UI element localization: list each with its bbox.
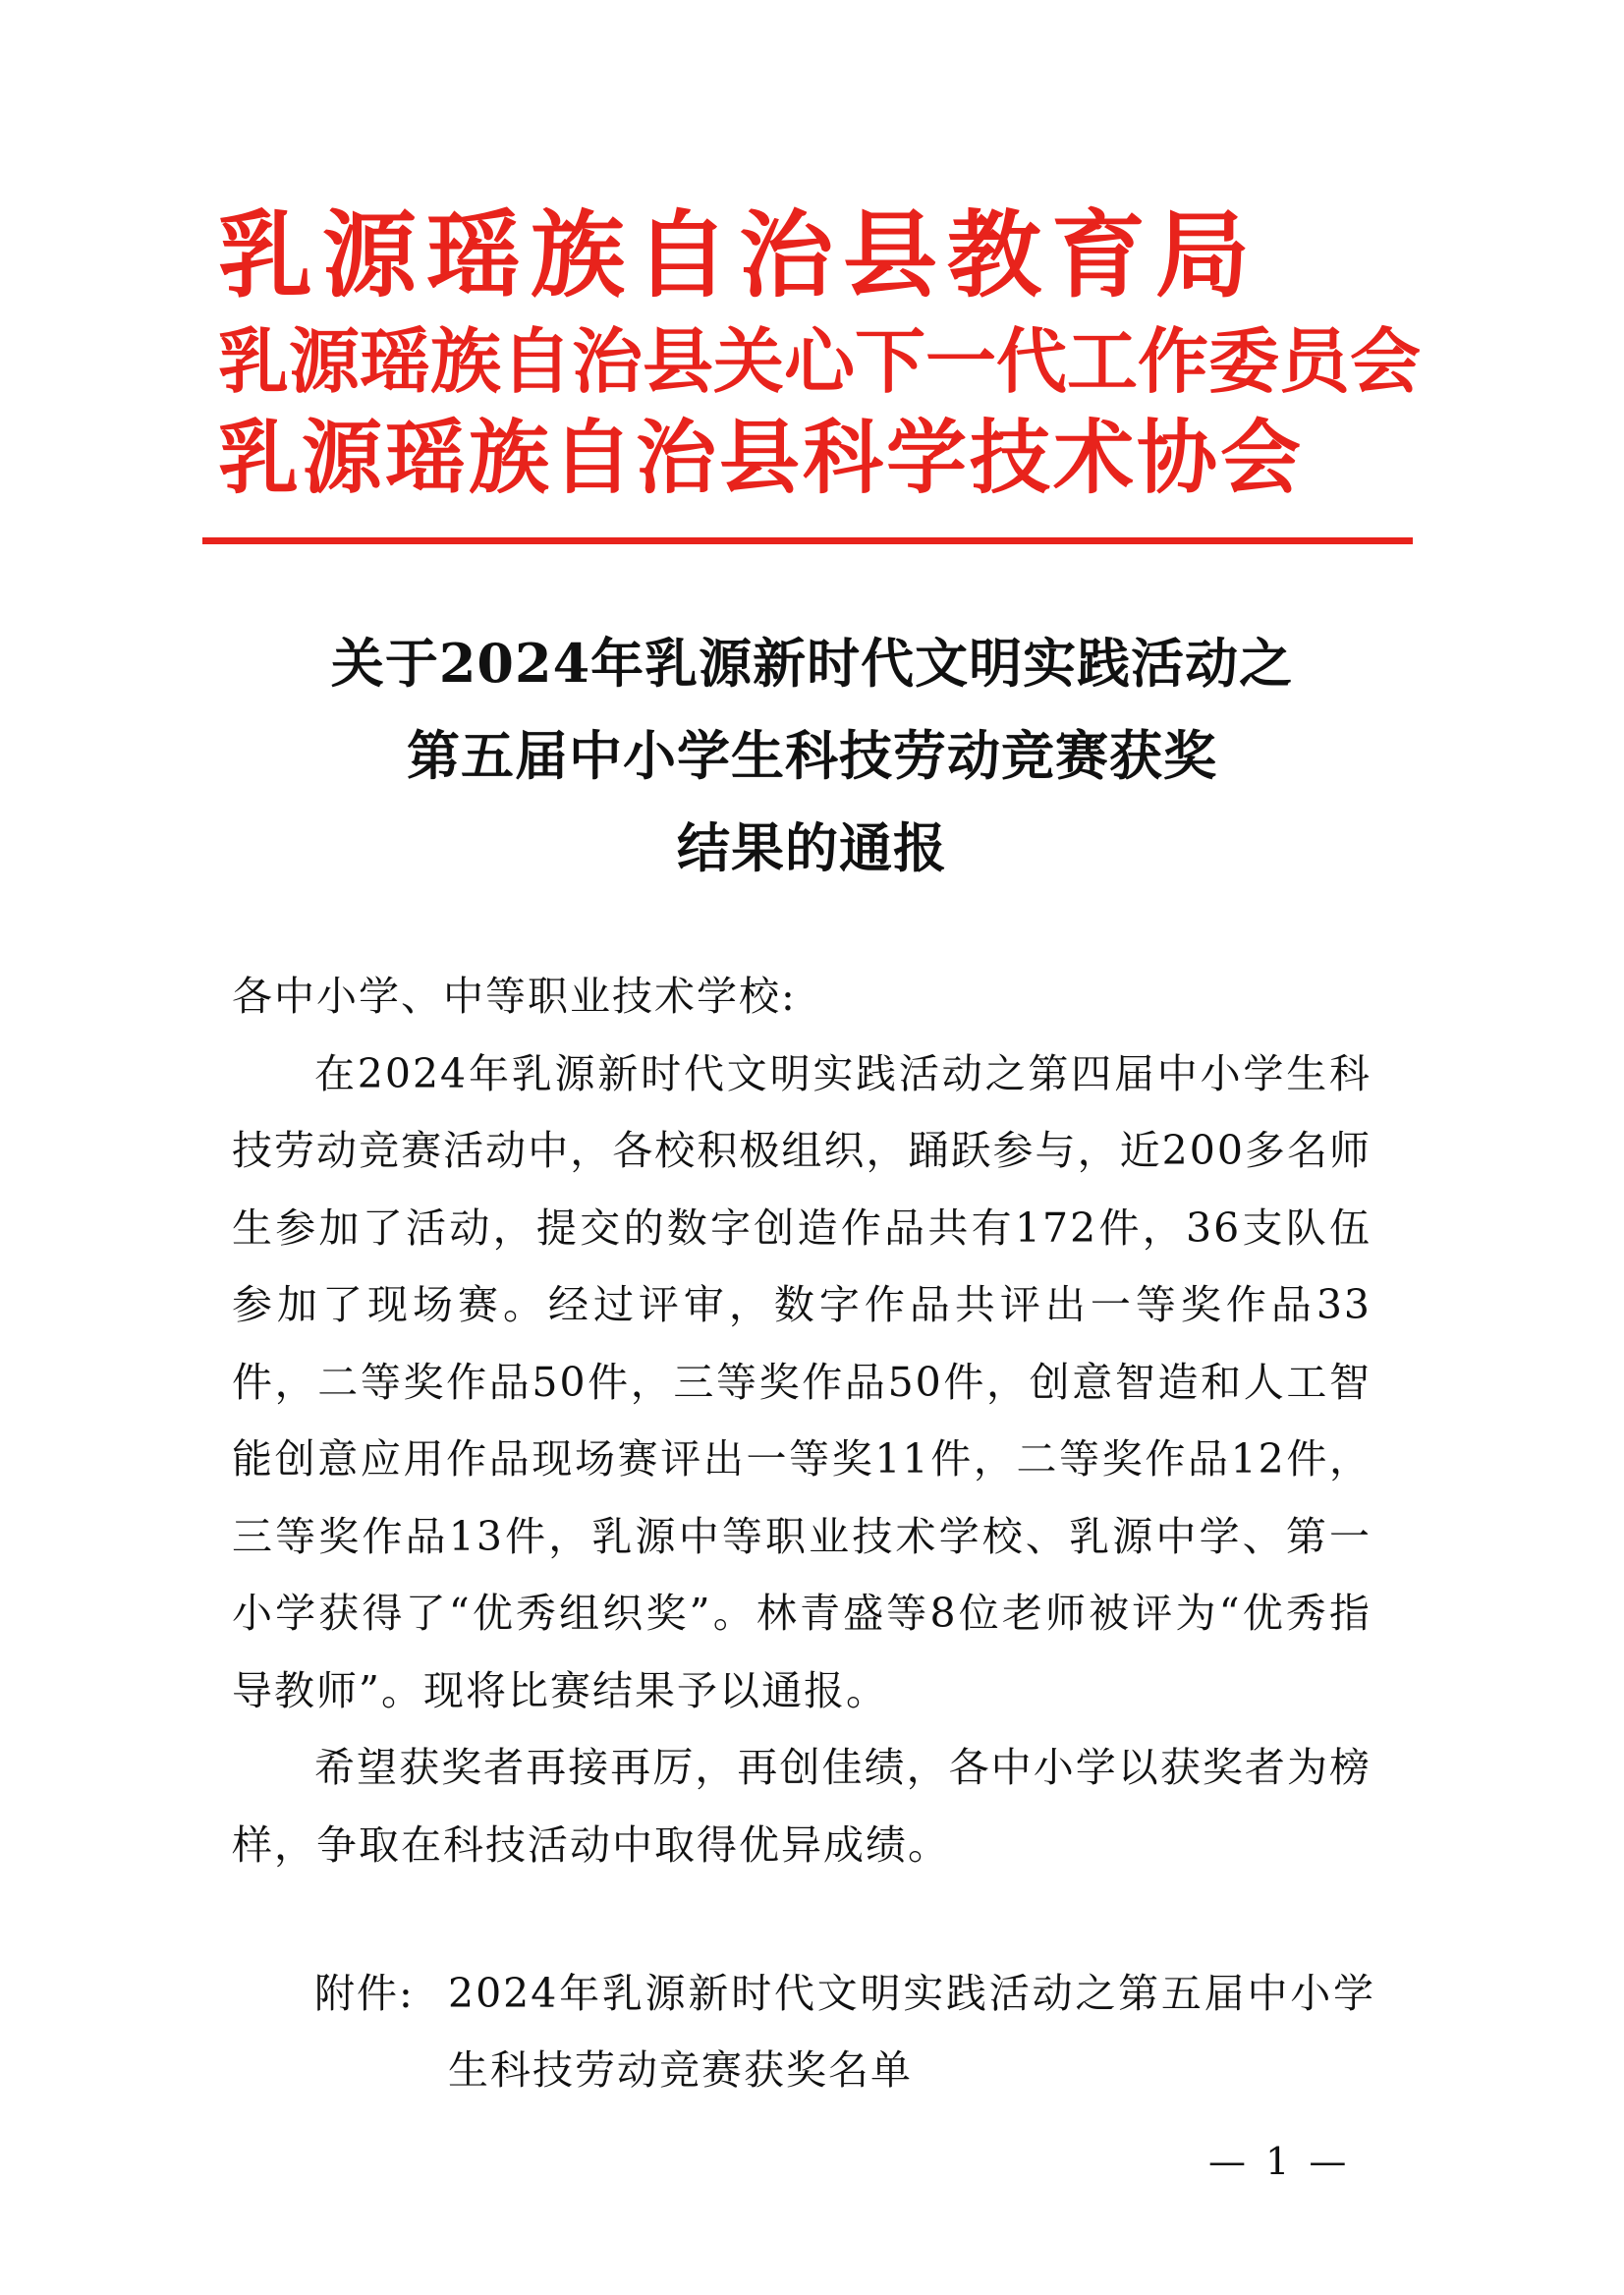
document-body (232, 958, 1372, 1883)
letterhead-org-science-association: 乳源瑶族自治县科学技术协会 (218, 412, 1305, 505)
salutation: 各中小学、中等职业技术学校: (232, 973, 797, 1020)
page-number: — 1 — (1208, 2140, 1351, 2183)
attachment-note (314, 1955, 1375, 2108)
title-line-3: 结果的通报 (677, 816, 947, 879)
body-paragraph-1: 在2024年乳源新时代文明实践活动之第四届中小学生科技劳动竞赛活动中，各校积极组织，踊跃参与，近200多名师生参加了活动，提交的数字创造作品共有172件，36支队伍参加了现场赛。经过评审，数字作品共评出一等奖作品33件，二等奖作品50件，三等奖作品50件，创意智造和人工智能创意应用作品现场赛评出一等奖11件，二等奖作品12件，三等奖作品13件，乳源中等职业技术学校、乳源中学、第一小学获得了“优秀组织奖”。林青盛等8位老师被评为“优秀指导教师”。现将比赛结果予以通报。 (232, 1049, 1372, 1714)
letterhead (218, 196, 1422, 505)
letterhead-red-divider (202, 537, 1413, 544)
attachment-text: 2024年乳源新时代文明实践活动之第五届中小学生科技劳动竞赛获奖名单 (448, 1970, 1375, 2094)
attachment-label: 附件: (314, 1970, 415, 2017)
letterhead-org-youth-committee: 乳源瑶族自治县关心下一代工作委员会 (218, 320, 1422, 403)
title-line-2: 第五届中小学生科技劳动竞赛获奖 (407, 724, 1217, 787)
body-paragraph-2: 希望获奖者再接再厉，再创佳绩，各中小学以获奖者为榜样，争取在科技活动中取得优异成绩。 (232, 1744, 1372, 1869)
letterhead-org-education-bureau: 乳源瑶族自治县教育局 (218, 200, 1260, 310)
document-title (177, 617, 1447, 894)
title-line-1: 关于2024年乳源新时代文明实践活动之 (330, 632, 1294, 695)
